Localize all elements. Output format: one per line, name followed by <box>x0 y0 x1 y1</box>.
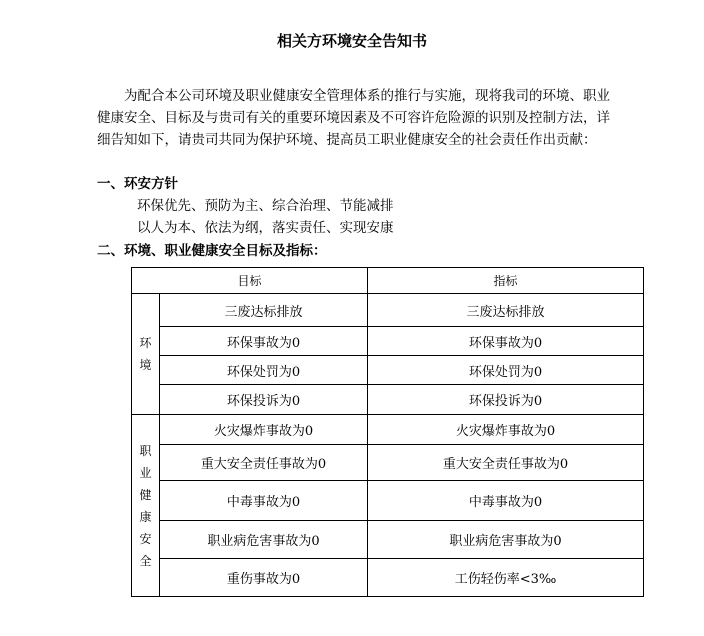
policy-line-1: 环保优先、预防为主、综合治理、节能减排 <box>137 198 394 214</box>
category-char: 职 <box>139 443 152 458</box>
objective-cell: 环保事故为0 <box>160 327 368 356</box>
indicator-cell: 工伤轻伤率<3‰ <box>368 559 644 597</box>
category-char: 全 <box>139 553 152 568</box>
policy-line-2: 以人为本、依法为纲，落实责任、实现安康 <box>137 220 394 236</box>
table-header-row <box>132 268 644 294</box>
category-environment <box>132 294 160 415</box>
category-char: 业 <box>139 465 152 480</box>
objective-cell: 环保处罚为0 <box>160 356 368 385</box>
indicator-cell: 环保事故为0 <box>368 327 644 356</box>
table-row <box>132 385 644 415</box>
document-title: 相关方环境安全告知书 <box>276 32 427 50</box>
objective-cell: 中毒事故为0 <box>160 481 368 521</box>
table-row <box>132 356 644 385</box>
indicator-cell: 中毒事故为0 <box>368 481 644 521</box>
indicator-cell: 火灾爆炸事故为0 <box>368 415 644 445</box>
category-char: 环 <box>139 336 152 350</box>
indicator-cell: 环保投诉为0 <box>368 385 644 415</box>
objective-cell: 重伤事故为0 <box>160 559 368 597</box>
objective-cell: 三废达标排放 <box>160 294 368 327</box>
table-row <box>132 559 644 597</box>
section-heading-targets: 二、环境、职业健康安全目标及指标： <box>97 243 327 259</box>
table-row <box>132 445 644 481</box>
objective-cell: 职业病危害事故为0 <box>160 521 368 559</box>
indicator-cell: 职业病危害事故为0 <box>368 521 644 559</box>
category-char: 境 <box>139 358 152 372</box>
objective-cell: 重大安全责任事故为0 <box>160 445 368 481</box>
indicator-cell: 三废达标排放 <box>368 294 644 327</box>
objective-cell: 火灾爆炸事故为0 <box>160 415 368 445</box>
table-row <box>132 415 644 445</box>
objective-cell: 环保投诉为0 <box>160 385 368 415</box>
table-row <box>132 294 644 327</box>
section-heading-policy: 一、环安方针 <box>97 176 178 192</box>
table-row <box>132 521 644 559</box>
category-char: 安 <box>139 531 152 546</box>
category-occupational-safety <box>132 415 160 597</box>
table-row <box>132 327 644 356</box>
header-objective: 目标 <box>132 268 368 294</box>
indicator-cell: 重大安全责任事故为0 <box>368 445 644 481</box>
targets-table <box>131 267 644 597</box>
table-row <box>132 481 644 521</box>
header-indicator: 指标 <box>368 268 644 294</box>
indicator-cell: 环保处罚为0 <box>368 356 644 385</box>
intro-paragraph: 为配合本公司环境及职业健康安全管理体系的推行与实施，现将我司的环境、职业健康安全、目标及与贵司有关的重要环境因素及不可容许危险源的识别及控制方法，详细告知如下，请贵司共同为保护环境、提高员工职业健康安全的社会责任作出贡献： <box>97 88 610 148</box>
category-char: 康 <box>139 509 152 524</box>
category-char: 健 <box>139 487 152 502</box>
